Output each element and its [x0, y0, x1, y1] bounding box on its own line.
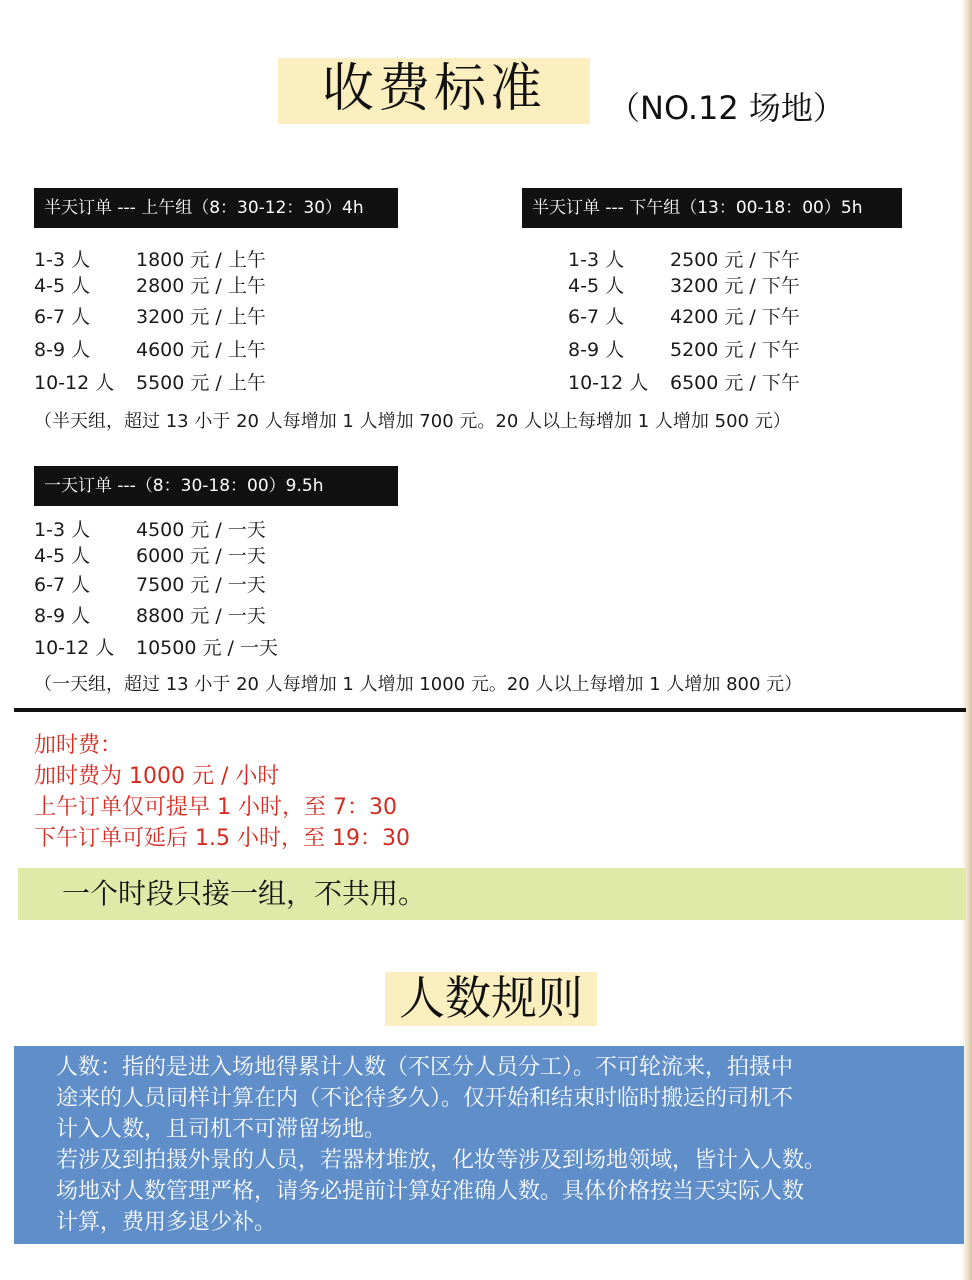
- rules-line: 计入人数，且司机不可滞留场地。: [56, 1117, 387, 1142]
- price: 4200 元 / 下午: [670, 306, 800, 328]
- price: 6000 元 / 一天: [136, 545, 266, 567]
- price: 4600 元 / 上午: [136, 339, 266, 361]
- people-range: 8-9 人: [34, 605, 91, 627]
- price: 4500 元 / 一天: [136, 519, 266, 541]
- rules-line: 人数：指的是进入场地得累计人数（不区分人员分工）。不可轮流来，拍摄中: [56, 1055, 794, 1080]
- page-title: 收费标准: [321, 59, 546, 119]
- full-day-header: 一天订单 ---（8：30-18：00）9.5h: [34, 466, 398, 506]
- pm-price-row: [568, 337, 800, 363]
- rules-line: 场地对人数管理严格，请务必提前计算好准确人数。具体价格按当天实际人数: [56, 1179, 805, 1204]
- rules-line: 途来的人员同样计算在内（不论待多久）。仅开始和结束时临时搬运的司机不: [56, 1086, 794, 1111]
- people-range: 4-5 人: [34, 275, 91, 297]
- price: 6500 元 / 下午: [670, 372, 800, 394]
- pm-price-row: [568, 370, 800, 396]
- price: 10500 元 / 一天: [136, 637, 278, 659]
- price: 2500 元 / 下午: [670, 249, 800, 271]
- people-range: 8-9 人: [34, 339, 91, 361]
- overtime-heading: 加时费：: [34, 733, 123, 758]
- price: 2800 元 / 上午: [136, 275, 266, 297]
- full-day-surcharge-note: （一天组，超过 13 小于 20 人每增加 1 人增加 1000 元。20 人以上每增加 1 人增加 800 元）: [34, 674, 803, 695]
- full-day-price-row: [34, 572, 266, 598]
- half-day-pm-header: 半天订单 --- 下午组（13：00-18：00）5h: [522, 188, 902, 228]
- rules-line: 若涉及到拍摄外景的人员，若器材堆放，化妆等涉及到场地领域，皆计入人数。: [56, 1148, 827, 1173]
- people-range: 1-3 人: [568, 249, 625, 271]
- half-day-surcharge-note: （半天组，超过 13 小于 20 人每增加 1 人增加 700 元。20 人以上每增加 1 人增加 500 元）: [34, 411, 791, 432]
- price: 3200 元 / 上午: [136, 306, 266, 328]
- rules-line: 计算，费用多退少补。: [56, 1210, 277, 1235]
- full-day-price-row: [34, 517, 266, 543]
- people-range: 6-7 人: [34, 306, 91, 328]
- price: 5500 元 / 上午: [136, 372, 266, 394]
- am-price-row: [34, 337, 266, 363]
- price: 3200 元 / 下午: [670, 275, 800, 297]
- venue-subtitle: （NO.12 场地）: [608, 89, 845, 127]
- price: 7500 元 / 一天: [136, 574, 266, 596]
- people-range: 1-3 人: [34, 249, 91, 271]
- overtime-am-rule: 上午订单仅可提早 1 小时，至 7：30: [34, 795, 397, 820]
- section-divider: [14, 708, 966, 712]
- people-range: 10-12 人: [34, 372, 115, 394]
- people-range: 4-5 人: [568, 275, 625, 297]
- overtime-pm-rule: 下午订单可延后 1.5 小时，至 19：30: [34, 826, 410, 851]
- price: 5200 元 / 下午: [670, 339, 800, 361]
- people-range: 8-9 人: [568, 339, 625, 361]
- full-day-price-row: [34, 543, 266, 569]
- pm-price-row: [568, 247, 800, 273]
- people-range: 6-7 人: [34, 574, 91, 596]
- am-price-row: [34, 304, 266, 330]
- am-price-row: [34, 370, 266, 396]
- pm-price-row: [568, 273, 800, 299]
- people-range: 6-7 人: [568, 306, 625, 328]
- exclusive-note: 一个时段只接一组，不共用。: [62, 877, 427, 910]
- am-price-row: [34, 247, 266, 273]
- full-day-price-row: [34, 603, 266, 629]
- am-price-row: [34, 273, 266, 299]
- people-range: 10-12 人: [34, 637, 115, 659]
- rules-title: 人数规则: [399, 971, 583, 1025]
- price: 8800 元 / 一天: [136, 605, 266, 627]
- half-day-am-header: 半天订单 --- 上午组（8：30-12：30）4h: [34, 188, 398, 228]
- people-range: 10-12 人: [568, 372, 649, 394]
- price: 1800 元 / 上午: [136, 249, 266, 271]
- people-range: 4-5 人: [34, 545, 91, 567]
- people-range: 1-3 人: [34, 519, 91, 541]
- overtime-rate: 加时费为 1000 元 / 小时: [34, 764, 280, 789]
- full-day-price-row: [34, 635, 278, 661]
- pm-price-row: [568, 304, 800, 330]
